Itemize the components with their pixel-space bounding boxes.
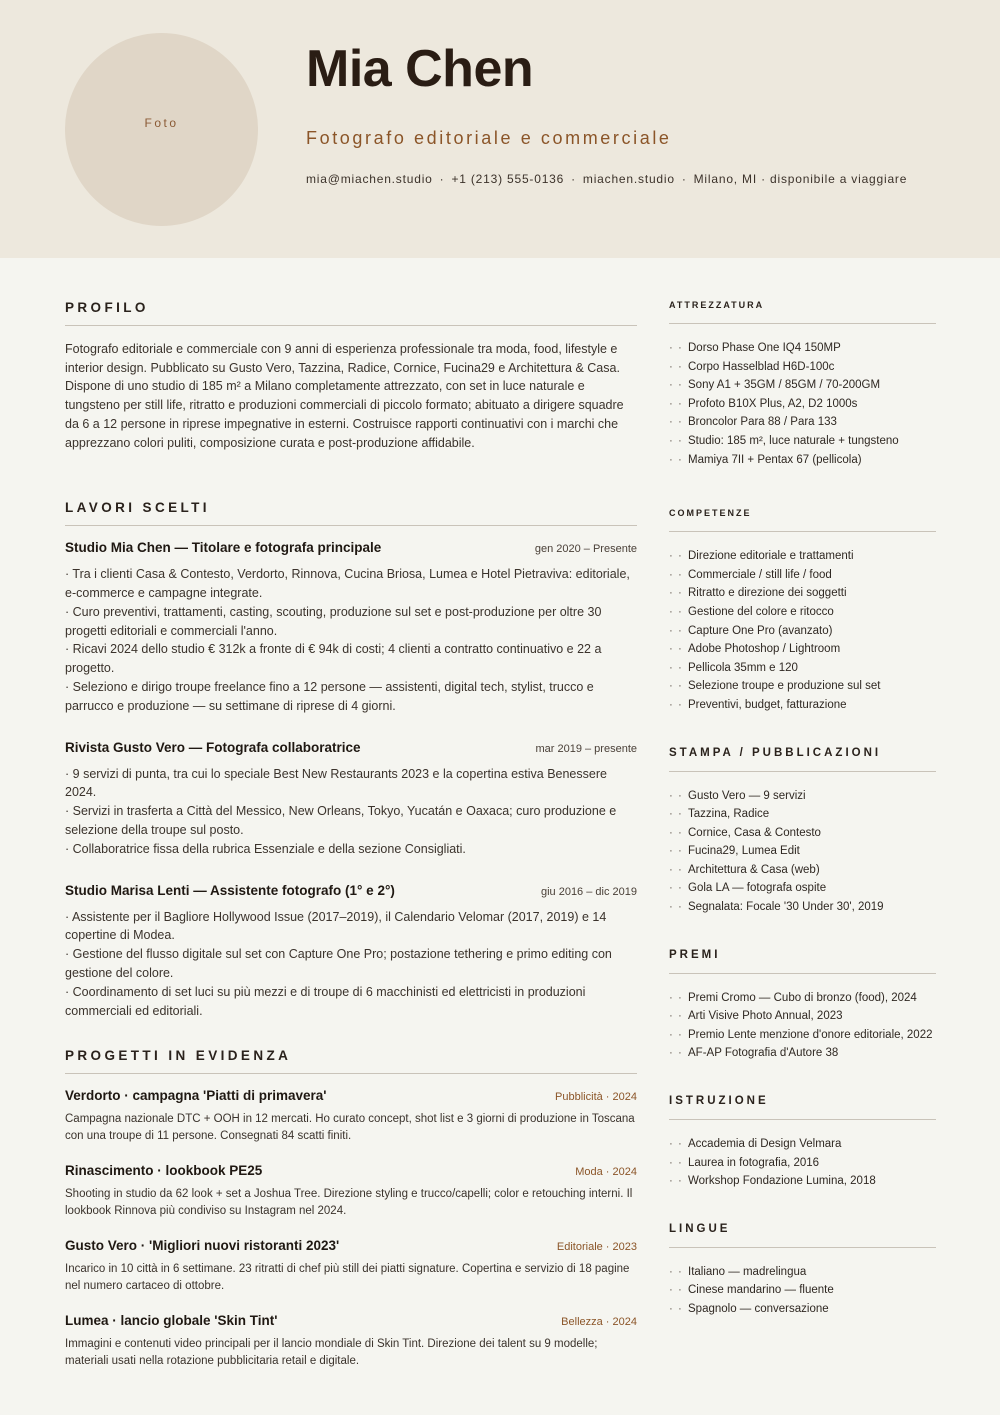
skills-section [669,508,936,714]
header-band [0,0,1000,258]
sidebar-item-text: Preventivi, budget, fatturazione [688,698,847,711]
job-title: Rivista Gusto Vero — Fotografa collaboratrice [65,739,361,755]
sidebar-item-text: Profoto B10X Plus, A2, D2 1000s [688,397,858,410]
job-bullet: · Ricavi 2024 dello studio € 312k a fronte di € 94k di costi; 4 clienti a contratto continuativo e 22 a progetto. [65,640,637,678]
job-bullet: · Tra i clienti Casa & Contesto, Verdorto, Rinnova, Cucina Briosa, Lumea e Hotel Pietraviva: editoriale, e-commerce e campagne integrate. [65,565,637,603]
sidebar-list-item [669,547,936,566]
sidebar-item-text: Selezione troupe e produzione sul set [688,680,881,693]
main-column [65,300,637,1370]
job-title: Studio Mia Chen — Titolare e fotografa principale [65,540,382,556]
sidebar-list-item [669,432,936,451]
sidebar-item-text: Cinese mandarino — fluente [688,1284,834,1297]
sidebar [669,300,936,1319]
awards-list [669,989,936,1063]
project-tag: Editoriale · 2023 [556,1241,637,1254]
sidebar-list-item [669,1172,936,1191]
sidebar-item-text: AF-AP Fotografia d'Autore 38 [688,1047,839,1060]
contact-phone[interactable]: +1 (213) 555-0136 [451,172,565,186]
sidebar-list-item [669,1007,936,1026]
sidebar-item-text: Premi Cromo — Cubo di bronzo (food), 2024 [688,991,917,1004]
job-entry [65,740,637,859]
sidebar-item-text: Capture One Pro (avanzato) [688,624,833,637]
job-date: giu 2016 – dic 2019 [540,885,637,898]
education-section [669,1095,936,1191]
sidebar-item-text: Ritratto e direzione dei soggetti [688,587,847,600]
sidebar-item-text: Sony A1 + 35GM / 85GM / 70-200GM [688,379,881,392]
bullet-dots: · · [669,1265,683,1278]
bullet-dots: · · [669,379,683,392]
job-title: Studio Marisa Lenti — Assistente fotografo (1° e 2°) [65,882,395,898]
sidebar-list-item [669,1026,936,1045]
contact-website[interactable]: miachen.studio [582,172,675,186]
press-heading: STAMPA / PUBBLICAZIONI [669,747,936,772]
languages-section [669,1223,936,1319]
candidate-role: Fotografo editoriale e commerciale [306,128,672,148]
project-title: Rinascimento · lookbook PE25 [65,1163,263,1179]
sidebar-list-item [669,805,936,824]
press-section [669,747,936,917]
bullet-dots: · · [669,1010,683,1023]
bullet-dots: · · [669,1047,683,1060]
sidebar-item-text: Commerciale / still life / food [688,568,832,581]
sidebar-item-text: Tazzina, Radice [688,808,770,821]
education-list [669,1135,936,1191]
job-entry [65,883,637,1021]
sidebar-item-text: Architettura & Casa (web) [688,863,820,876]
press-list [669,787,936,917]
bullet-dots: · · [669,863,683,876]
sidebar-item-text: Mamiya 7II + Pentax 67 (pellicola) [688,453,862,466]
job-bullet: · 9 servizi di punta, tra cui lo speciale Best New Restaurants 2023 e la copertina estiva Benessere 2024. [65,765,637,803]
bullet-dots: · · [669,882,683,895]
bullet-dots: · · [669,624,683,637]
job-bullets [65,565,637,715]
job-bullets [65,908,637,1021]
sidebar-list-item [669,1300,936,1319]
sidebar-list-item [669,1263,936,1282]
sidebar-item-text: Fucina29, Lumea Edit [688,845,800,858]
bullet-dots: · · [669,1156,683,1169]
bullet-dots: · · [669,550,683,563]
profile-text: Fotografo editoriale e commerciale con 9 anni di esperienza professionale tra moda, food, lifestyle e interior design. Pubblicato su Gusto Vero, Tazzina, Radice, Cornice, Fucina29 e Architettura & Casa. Dispone di uno studio di 185 m² a Milano completamente attrezzato, con set in luce naturale e tungsteno per still life, ritratto e produzioni commerciali di piccolo formato; abituato a dirigere squadre da 6 a 12 persone in riprese impegnative in esterni. Costruisce rapporti continuativi con i marchi che apprezzano colori puliti, composizione curata e post-produzione affidabile. [65,342,624,450]
sidebar-item-text: Laurea in fotografia, 2016 [688,1156,820,1169]
sidebar-item-text: Direzione editoriale e trattamenti [688,550,854,563]
sidebar-list-item [669,358,936,377]
sidebar-list-item [669,1135,936,1154]
bullet-dots: · · [669,1284,683,1297]
bullet-dots: · · [669,808,683,821]
sidebar-list-item [669,1281,936,1300]
contact-line: mia@miachen.studio · +1 (213) 555-0136 · miachen.studio · Milano, MI · disponibile a viaggiare [306,172,908,186]
job-date: gen 2020 – Presente [534,543,637,556]
sidebar-list-item [669,861,936,880]
job-bullet: · Seleziono e dirigo troupe freelance fino a 12 persone — assistenti, digital tech, stylist, trucco e parrucco e produzione — su settimane di riprese di 4 giorni. [65,678,637,716]
sidebar-item-text: Cornice, Casa & Contesto [688,826,821,839]
sidebar-list-item [669,451,936,470]
project-entry [65,1163,637,1220]
bullet-dots: · · [669,680,683,693]
sidebar-item-text: Accademia di Design Velmara [688,1138,842,1151]
sidebar-list-item [669,787,936,806]
bullet-dots: · · [669,845,683,858]
jobs-heading: LAVORI SCELTI [65,500,637,526]
sidebar-list-item [669,659,936,678]
sidebar-item-text: Broncolor Para 88 / Para 133 [688,416,837,429]
sidebar-item-text: Workshop Fondazione Lumina, 2018 [688,1175,876,1188]
bullet-dots: · · [669,789,683,802]
bullet-dots: · · [669,587,683,600]
sidebar-item-text: Pellicola 35mm e 120 [688,661,798,674]
jobs-section [65,500,637,1020]
sidebar-item-text: Adobe Photoshop / Lightroom [688,643,841,656]
sidebar-list-item [669,640,936,659]
bullet-dots: · · [669,1028,683,1041]
bullet-dots: · · [669,1303,683,1315]
sidebar-list-item [669,989,936,1008]
project-entry [65,1313,637,1370]
sidebar-list-item [669,842,936,861]
sidebar-list-item [669,622,936,641]
bullet-dots: · · [669,661,683,674]
job-bullet: · Gestione del flusso digitale sul set con Capture One Pro; postazione tethering e primo editing con gestione del colore. [65,945,637,983]
bullet-dots: · · [669,416,683,429]
projects-heading: PROGETTI IN EVIDENZA [65,1048,637,1074]
profile-heading: PROFILO [65,300,637,326]
sidebar-item-text: Gusto Vero — 9 servizi [688,789,806,802]
job-bullet: · Servizi in trasferta a Città del Messico, New Orleans, Tokyo, Yucatán e Oaxaca; curo produzione e selezione della troupe sul posto. [65,802,637,840]
photo-placeholder [65,33,258,226]
project-tag: Moda · 2024 [575,1166,637,1179]
project-title: Verdorto · campagna 'Piatti di primavera' [65,1088,327,1104]
project-description: Immagini e contenuti video principali per il lancio mondiale di Skin Tint. Direzione dei talent su 9 modelle; materiali usati nella rotazione pubblicitaria retail e digitale. [65,1338,598,1368]
photo-label: Foto [144,115,179,130]
sidebar-item-text: Premio Lente menzione d'onore editoriale, 2022 [688,1028,933,1041]
project-tag: Bellezza · 2024 [561,1316,637,1329]
project-title: Lumea · lancio globale 'Skin Tint' [65,1313,278,1329]
bullet-dots: · · [669,643,683,656]
awards-heading: PREMI [669,949,936,974]
job-bullets [65,765,637,859]
skills-heading: COMPETENZE [669,508,936,532]
languages-heading: LINGUE [669,1223,936,1248]
job-bullet: · Assistente per il Bagliore Hollywood Issue (2017–2019), il Calendario Velomar (2017, 2019) e 14 copertine di Modea. [65,908,637,946]
job-bullet: · Curo preventivi, trattamenti, casting, scouting, produzione sul set e post-produzione per oltre 30 progetti editoriali e commerciali l'anno. [65,603,637,641]
education-heading: ISTRUZIONE [669,1095,936,1120]
sidebar-list-item [669,603,936,622]
bullet-dots: · · [669,991,683,1004]
sidebar-item-text: Arti Visive Photo Annual, 2023 [688,1010,843,1023]
project-description: Shooting in studio da 62 look + set a Joshua Tree. Direzione styling e trucco/capelli; color e retouching interni. Il lookbook Rinnova più condiviso su Instagram nel 2024. [65,1188,633,1218]
contact-location: Milano, MI · disponibile a viaggiare [693,172,908,186]
bullet-dots: · · [669,434,683,447]
job-bullet: · Coordinamento di set luci su più mezzi e di troupe di 6 macchinisti ed elettricisti in produzioni commerciali ed editoriali. [65,983,637,1021]
equipment-heading: ATTREZZATURA [669,300,936,324]
bullet-dots: · · [669,901,683,914]
skills-list [669,547,936,714]
equipment-section [669,300,936,469]
job-entry [65,540,637,715]
project-tag: Pubblicità · 2024 [555,1091,637,1104]
sidebar-list-item [669,898,936,917]
sidebar-item-text: Studio: 185 m², luce naturale + tungsteno [688,434,899,447]
candidate-name: Mia Chen [306,40,534,98]
sidebar-item-text: Gola LA — fotografa ospite [688,882,827,895]
project-entry [65,1088,637,1145]
sidebar-list-item [669,1044,936,1063]
sidebar-list-item [669,376,936,395]
languages-list [669,1263,936,1319]
sidebar-item-text: Gestione del colore e ritocco [688,605,834,618]
bullet-dots: · · [669,698,683,711]
sidebar-list-item [669,566,936,585]
awards-section [669,949,936,1063]
bullet-dots: · · [669,1138,683,1151]
sidebar-item-text: Segnalata: Focale '30 Under 30', 2019 [688,901,884,914]
bullet-dots: · · [669,397,683,410]
job-date: mar 2019 – presente [535,742,637,755]
bullet-dots: · · [669,568,683,581]
sidebar-list-item [669,339,936,358]
sidebar-list-item [669,879,936,898]
equipment-list [669,339,936,469]
sidebar-item-text: Italiano — madrelingua [688,1265,807,1278]
sidebar-item-text: Corpo Hasselblad H6D-100c [688,360,835,373]
sidebar-list-item [669,584,936,603]
project-title: Gusto Vero · 'Migliori nuovi ristoranti 2023' [65,1238,340,1254]
bullet-dots: · · [669,453,683,466]
bullet-dots: · · [669,342,683,354]
project-entry [65,1238,637,1295]
sidebar-list-item [669,824,936,843]
contact-email[interactable]: mia@miachen.studio [306,172,433,186]
bullet-dots: · · [669,360,683,373]
project-description: Incarico in 10 città in 6 settimane. 23 ritratti di chef più still dei piatti signature. Copertina e servizio di 18 pagine nel numero cartaceo di ottobre. [65,1263,630,1293]
sidebar-list-item [669,677,936,696]
sidebar-list-item [669,395,936,414]
sidebar-item-text: Spagnolo — conversazione [688,1303,829,1315]
bullet-dots: · · [669,826,683,839]
sidebar-list-item [669,413,936,432]
bullet-dots: · · [669,605,683,618]
sidebar-list-item [669,1154,936,1173]
bullet-dots: · · [669,1175,683,1188]
project-description: Campagna nazionale DTC + OOH in 12 mercati. Ho curato concept, shot list e 3 giorni di produzione in Toscana con una troupe di 11 persone. Consegnati 84 scatti finiti. [65,1113,635,1143]
projects-section [65,1048,637,1370]
sidebar-item-text: Dorso Phase One IQ4 150MP [688,342,841,354]
job-bullet: · Collaboratrice fissa della rubrica Essenziale e della sezione Consigliati. [65,840,637,859]
sidebar-list-item [669,696,936,715]
